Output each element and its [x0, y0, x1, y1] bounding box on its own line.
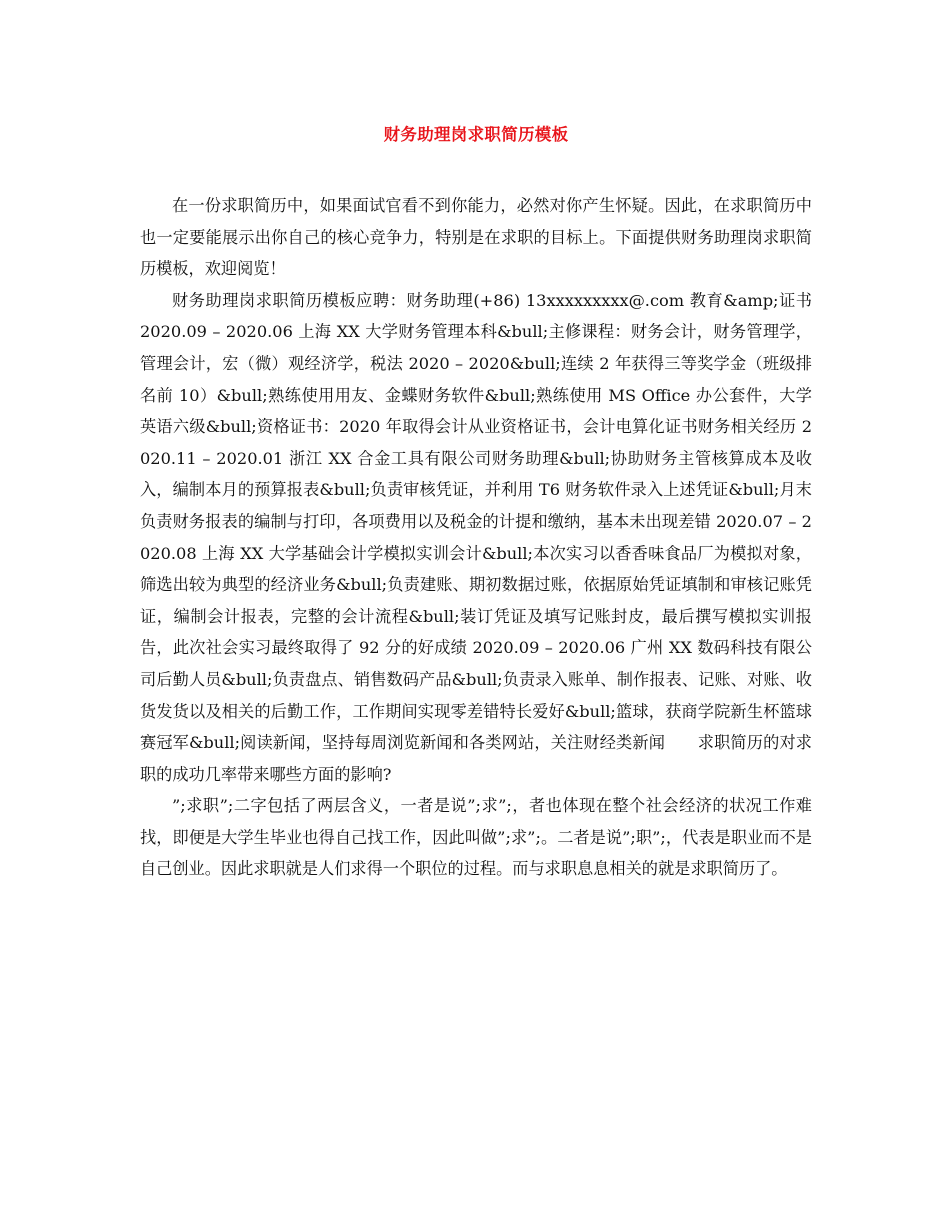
document-body — [140, 190, 812, 885]
document-title: 财务助理岗求职简历模板 — [383, 125, 569, 144]
job-seeking-explanation-paragraph: ”;求职”;二字包括了两层含义，一者是说”;求”;，者也体现在整个社会经济的状况工作难找，即便是大学生毕业也得自己找工作，因此叫做”;求”;。二者是说”;职”;，代表是职业而不是自己创业。因此求职就是人们求得一个职位的过程。而与求职息息相关的就是求职简历了。 — [140, 796, 812, 879]
resume-template-paragraph: 财务助理岗求职简历模板应聘：财务助理(+86) 13xxxxxxxxx@.com 教育&amp;证书 2020.09 – 2020.06 上海 XX 大学财务管理本科&bull;主修课程：财务会计，财务管理学，管理会计，宏（微）观经济学，税法 2020 – 2020&bull;连续 2 年获得三等奖学金（班级排名前 10）&bull;熟练使用用友、金蝶财务软件&bull;熟练使用 MS Office 办公套件，大学英语六级&bull;资格证书：2020 年取得会计从业资格证书，会计电算化证书财务相关经历 2020.11 – 2020.01 浙江 XX 合金工具有限公司财务助理&bull;协助财务主管核算成本及收入，编制本月的预算报表&bull;负责审核凭证，并利用 T6 财务软件录入上述凭证&bull;月末负责财务报表的编制与打印，各项费用以及税金的计提和缴纳，基本未出现差错 2020.07 – 2020.08 上海 XX 大学基础会计学模拟实训会计&bull;本次实习以香香味食品厂为模拟对象，筛选出较为典型的经济业务&bull;负责建账、期初数据过账，依据原始凭证填制和审核记账凭证，编制会计报表，完整的会计流程&bull;装订凭证及填写记账封皮，最后撰写模拟实训报告，此次社会实习最终取得了 92 分的好成绩 2020.09 – 2020.06 广州 XX 数码科技有限公司后勤人员&bull;负责盘点、销售数码产品&bull;负责录入账单、制作报表、记账、对账、收货发货以及相关的后勤工作，工作期间实现零差错特长爱好&bull;篮球，获商学院新生杯篮球赛冠军&bull;阅读新闻，坚持每周浏览新闻和各类网站，关注财经类新闻 求职简历的对求职的成功几率带来哪些方面的影响? — [140, 290, 812, 784]
intro-paragraph: 在一份求职简历中，如果面试官看不到你能力，必然对你产生怀疑。因此，在求职简历中也一定要能展示出你自己的核心竞争力，特别是在求职的目标上。下面提供财务助理岗求职简历模板，欢迎阅览！ — [140, 196, 812, 279]
